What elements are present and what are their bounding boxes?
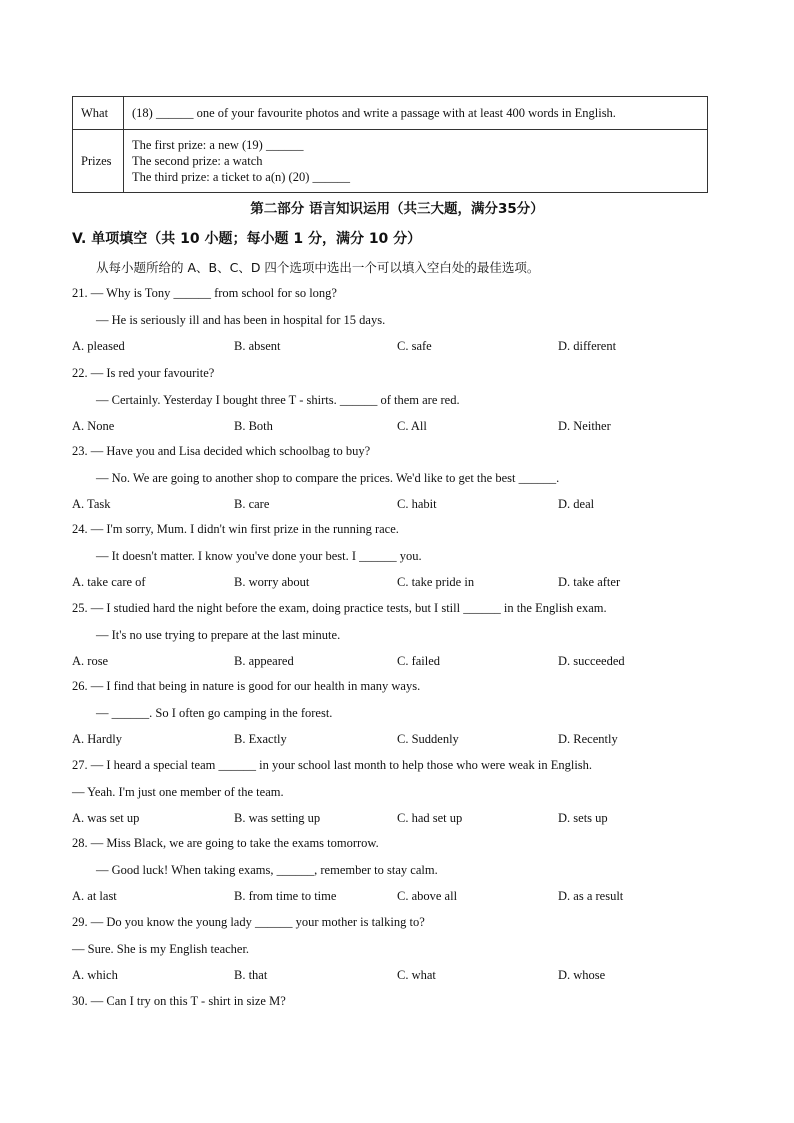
question-response: — Sure. She is my English teacher. (72, 942, 250, 956)
answer-option[interactable]: B. absent (234, 339, 281, 353)
question-stem: 26. — I find that being in nature is good for our health in many ways. (72, 679, 421, 693)
answer-option[interactable]: D. take after (558, 575, 621, 589)
question-response: — No. We are going to another shop to compare the prices. We'd like to get the best ______. (96, 471, 560, 485)
question-stem: 22. — Is red your favourite? (72, 366, 215, 380)
question-stem: 21. — Why is Tony ______ from school for so long? (72, 286, 337, 300)
row-key: What (73, 97, 124, 130)
answer-option[interactable]: C. habit (397, 497, 437, 511)
answer-option[interactable]: B. was setting up (234, 811, 321, 825)
part-title: 第二部分 语言知识运用（共三大题，满分35分） (250, 201, 544, 217)
question-response: — ______. So I often go camping in the forest. (96, 706, 333, 720)
answer-option[interactable]: A. which (72, 968, 118, 982)
answer-option[interactable]: C. safe (397, 339, 432, 353)
question-response: — Good luck! When taking exams, ______, remember to stay calm. (96, 863, 438, 877)
answer-option[interactable]: B. Exactly (234, 732, 287, 746)
answer-option[interactable]: A. take care of (72, 575, 146, 589)
table-row-what (73, 97, 708, 130)
answer-option[interactable]: B. that (234, 968, 268, 982)
prize-line-third: The third prize: a ticket to a(n) (20) ______ (132, 170, 350, 184)
question-stem: 25. — I studied hard the night before the exam, doing practice tests, but I still ______ in the English exam. (72, 601, 607, 615)
answer-option[interactable]: C. failed (397, 654, 441, 668)
answer-option[interactable]: B. appeared (234, 654, 294, 668)
answer-option[interactable]: B. Both (234, 419, 273, 433)
answer-option[interactable]: D. as a result (558, 889, 624, 903)
row-line: (18) ______ one of your favourite photos and write a passage with at least 400 words in English. (132, 105, 616, 120)
answer-option[interactable]: A. was set up (72, 811, 140, 825)
question-stem: 27. — I heard a special team ______ in your school last month to help those who were weak in English. (72, 758, 593, 772)
answer-option[interactable]: D. sets up (558, 811, 608, 825)
question-response: — It doesn't matter. I know you've done your best. I ______ you. (96, 549, 422, 563)
answer-option[interactable]: C. above all (397, 889, 458, 903)
table-row-prizes (73, 130, 708, 193)
question-stem: 30. — Can I try on this T - shirt in size M? (72, 994, 286, 1008)
answer-option[interactable]: D. deal (558, 497, 595, 511)
answer-option[interactable]: C. what (397, 968, 436, 982)
answer-option[interactable]: A. at last (72, 889, 117, 903)
answer-option[interactable]: B. worry about (234, 575, 310, 589)
section-title: V. 单项填空（共 10 小题；每小题 1 分，满分 10 分） (72, 231, 422, 247)
answer-option[interactable]: C. All (397, 419, 427, 433)
question-response: — It's no use trying to prepare at the last minute. (96, 628, 341, 642)
answer-option[interactable]: D. Recently (558, 732, 618, 746)
answer-option[interactable]: D. Neither (558, 419, 611, 433)
question-stem: 28. — Miss Black, we are going to take the exams tomorrow. (72, 836, 379, 850)
question-response: — Yeah. I'm just one member of the team. (72, 785, 284, 799)
prize-line-first: The first prize: a new (19) ______ (132, 138, 304, 152)
answer-option[interactable]: A. Hardly (72, 732, 122, 746)
answer-option[interactable]: B. from time to time (234, 889, 337, 903)
instruction: 从每小题所给的 A、B、C、D 四个选项中选出一个可以填入空白处的最佳选项。 (96, 260, 540, 275)
answer-option[interactable]: D. different (558, 339, 617, 353)
answer-option[interactable]: B. care (234, 497, 270, 511)
question-response: — Certainly. Yesterday I bought three T - shirts. ______ of them are red. (96, 393, 460, 407)
row-key: Prizes (73, 130, 124, 193)
answer-option[interactable]: C. Suddenly (397, 732, 459, 746)
row-value (124, 130, 708, 193)
answer-option[interactable]: C. take pride in (397, 575, 475, 589)
prize-line-second: The second prize: a watch (132, 154, 263, 168)
row-value (124, 97, 708, 130)
question-stem: 24. — I'm sorry, Mum. I didn't win first prize in the running race. (72, 522, 399, 536)
answer-option[interactable]: C. had set up (397, 811, 463, 825)
answer-option[interactable]: A. None (72, 419, 115, 433)
question-stem: 29. — Do you know the young lady ______ your mother is talking to? (72, 915, 425, 929)
contest-info-table (72, 96, 708, 193)
answer-option[interactable]: D. whose (558, 968, 606, 982)
answer-option[interactable]: A. rose (72, 654, 109, 668)
answer-option[interactable]: D. succeeded (558, 654, 625, 668)
answer-option[interactable]: A. pleased (72, 339, 125, 353)
answer-option[interactable]: A. Task (72, 497, 111, 511)
question-stem: 23. — Have you and Lisa decided which schoolbag to buy? (72, 444, 371, 458)
question-response: — He is seriously ill and has been in hospital for 15 days. (96, 313, 386, 327)
